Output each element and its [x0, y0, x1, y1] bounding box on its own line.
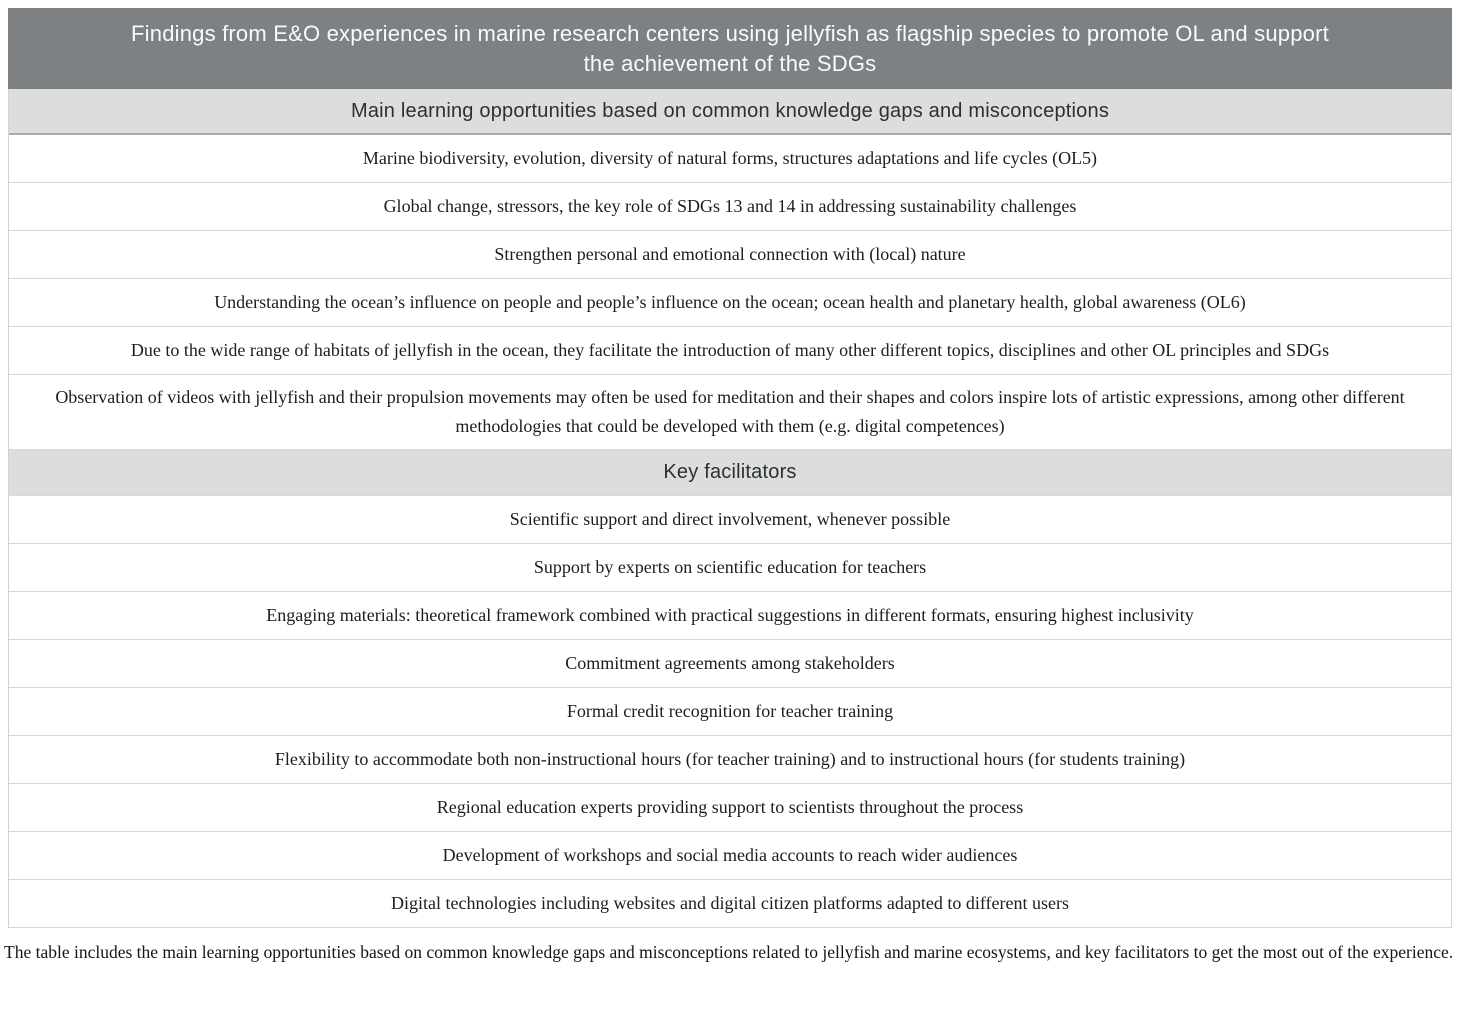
table-row: Digital technologies including websites and digital citizen platforms adapted to different users — [9, 880, 1451, 928]
table-row: Observation of videos with jellyfish and their propulsion movements may often be used for meditation and their shapes and colors inspire lots of artistic expressions, among other different methodologies that could be developed with them (e.g. digital competences) — [9, 375, 1451, 450]
table-row: Global change, stressors, the key role of SDGs 13 and 14 in addressing sustainability challenges — [9, 183, 1451, 231]
table-row: Regional education experts providing support to scientists throughout the process — [9, 784, 1451, 832]
table-row: Understanding the ocean’s influence on people and people’s influence on the ocean; ocean health and planetary health, global awareness (OL6) — [9, 279, 1451, 327]
table-row: Commitment agreements among stakeholders — [9, 640, 1451, 688]
table-title-line-2: the achievement of the SDGs — [583, 50, 877, 76]
findings-table — [8, 8, 1452, 928]
table-row: Support by experts on scientific education for teachers — [9, 544, 1451, 592]
table-title-line-1: Findings from E&O experiences in marine research centers using jellyfish as flagship species to promote OL and support — [131, 20, 1329, 46]
table-row: Marine biodiversity, evolution, diversity of natural forms, structures adaptations and life cycles (OL5) — [9, 135, 1451, 183]
table-footnote: The table includes the main learning opportunities based on common knowledge gaps and misconceptions related to jellyfish and marine ecosystems, and key facilitators to get the most out of the experience. — [4, 942, 1454, 962]
section-header-learning-opportunities: Main learning opportunities based on common knowledge gaps and misconceptions — [9, 89, 1451, 135]
table-title-bar — [8, 8, 1452, 89]
paper-table-figure — [0, 8, 1460, 1010]
table-row: Engaging materials: theoretical framework combined with practical suggestions in different formats, ensuring highest inclusivity — [9, 592, 1451, 640]
table-row: Flexibility to accommodate both non-instructional hours (for teacher training) and to instructional hours (for students training) — [9, 736, 1451, 784]
table-body — [8, 89, 1452, 928]
table-row: Due to the wide range of habitats of jellyfish in the ocean, they facilitate the introduction of many other different topics, disciplines and other OL principles and SDGs — [9, 327, 1451, 375]
table-row: Strengthen personal and emotional connection with (local) nature — [9, 231, 1451, 279]
section-header-key-facilitators: Key facilitators — [9, 450, 1451, 496]
table-row: Development of workshops and social media accounts to reach wider audiences — [9, 832, 1451, 880]
table-row: Formal credit recognition for teacher training — [9, 688, 1451, 736]
table-row: Scientific support and direct involvement, whenever possible — [9, 496, 1451, 544]
